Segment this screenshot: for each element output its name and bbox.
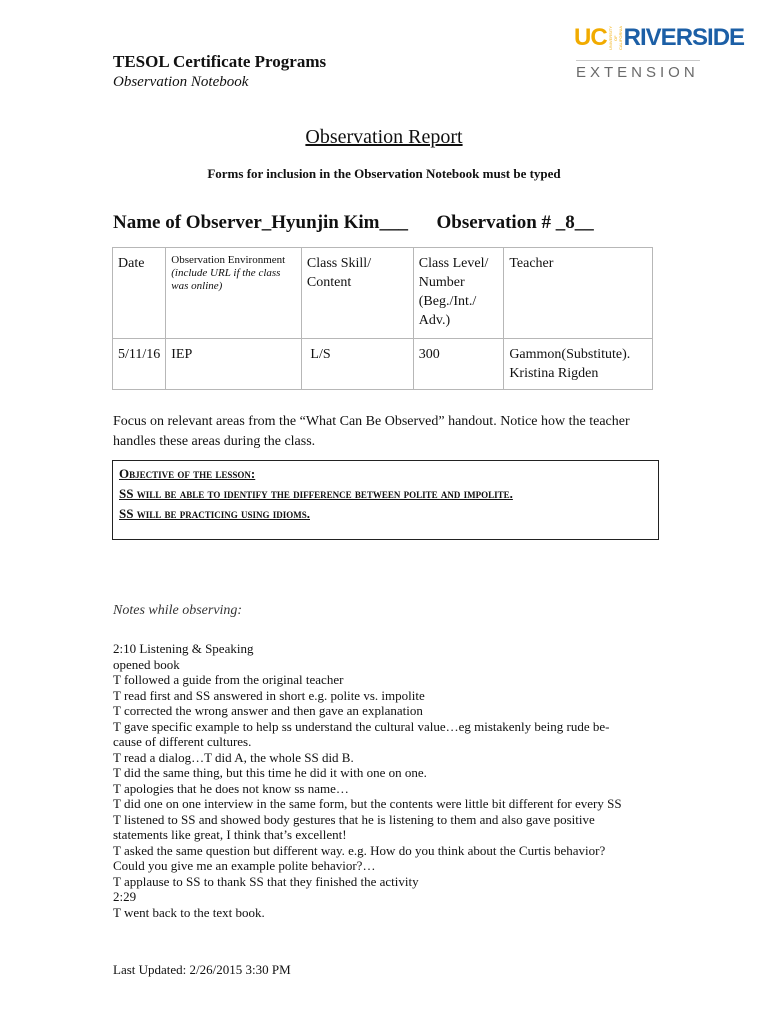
objective-line-1: SS will be able to identify the difference between polite and impolite.: [119, 486, 513, 501]
note-line: T read first and SS answered in short e.g. polite vs. impolite: [113, 687, 425, 703]
note-line: T went back to the text book.: [113, 904, 265, 920]
logo-rule: [576, 60, 700, 61]
note-line: T followed a guide from the original teacher: [113, 672, 344, 687]
observer-line: Name of Observer_Hyunjin Kim___ Observation # _8__: [113, 212, 594, 233]
note-line: T apologies that he does not know ss name…: [113, 780, 349, 796]
cell-date: 5/11/16: [113, 339, 166, 390]
cell-level: 300: [413, 339, 504, 390]
last-updated: Last Updated: 2/26/2015 3:30 PM: [113, 962, 291, 977]
header-teacher: Teacher: [504, 248, 653, 339]
logo-extension: EXTENSION: [576, 64, 699, 81]
program-title: TESOL Certificate Programs: [113, 52, 327, 71]
forms-note: Forms for inclusion in the Observation Notebook must be typed: [207, 166, 561, 181]
note-line: T asked the same question but different way. e.g. How do you think about the Curtis behavior?: [113, 842, 606, 858]
observation-table: [112, 247, 653, 390]
note-line: T read a dialog…T did A, the whole SS did B.: [113, 749, 354, 765]
header-level: Class Level/ Number (Beg./Int./ Adv.): [413, 248, 504, 339]
header-environment: [166, 248, 302, 339]
report-title: Observation Report: [305, 126, 463, 148]
focus-instructions: Focus on relevant areas from the “What Can Be Observed” handout. Notice how the teacher handles these areas during the class.: [113, 414, 630, 449]
cell-skill: L/S: [301, 339, 413, 390]
note-line: T corrected the wrong answer and then gave an explanation: [113, 703, 423, 718]
header-date: Date: [113, 248, 166, 339]
header-skill: Class Skill/ Content: [301, 248, 413, 339]
objective-heading: Objective of the lesson:: [119, 466, 256, 481]
table-row: [113, 339, 653, 390]
logo-univ: UNIVERSITY OF CALIFORNIA: [607, 25, 623, 50]
notes-heading: Notes while observing:: [113, 603, 243, 618]
table-header-row: [113, 248, 653, 339]
note-line: cause of different cultures.: [113, 734, 252, 749]
note-line: T did one on one interview in the same form, but the contents were little bit different for every SS: [113, 796, 622, 811]
observation-notes: [113, 641, 648, 920]
note-line: 2:10 Listening & Speaking: [113, 641, 254, 656]
note-line: Could you give me an example polite behavior?…: [113, 858, 376, 873]
note-line: T did the same thing, but this time he did it with one on one.: [113, 765, 427, 780]
cell-teacher: Gammon(Substitute). Kristina Rigden: [504, 339, 653, 390]
cell-environment: IEP: [166, 339, 302, 390]
ucr-extension-logo: [574, 24, 745, 92]
objective-box: [112, 460, 659, 540]
notebook-subtitle: Observation Notebook: [113, 74, 249, 90]
logo-uc: UC: [574, 24, 607, 51]
note-line: opened book: [113, 656, 180, 672]
header-environment-note: (include URL if the class was online): [171, 267, 281, 292]
note-line: T applause to SS to thank SS that they finished the activity: [113, 873, 419, 889]
objective-line-2: SS will be practicing using idioms.: [119, 506, 310, 521]
logo-riverside: RIVERSIDE: [623, 24, 745, 51]
note-line: T gave specific example to help ss understand the cultural value…eg mistakenly being rude be-: [113, 718, 610, 734]
note-line: statements like great, I think that’s excellent!: [113, 827, 347, 842]
header-environment-title: Observation Environment: [171, 254, 286, 266]
note-line: T listened to SS and showed body gestures that he is listening to them and also gave positive: [113, 811, 595, 827]
note-line: 2:29: [113, 889, 137, 904]
